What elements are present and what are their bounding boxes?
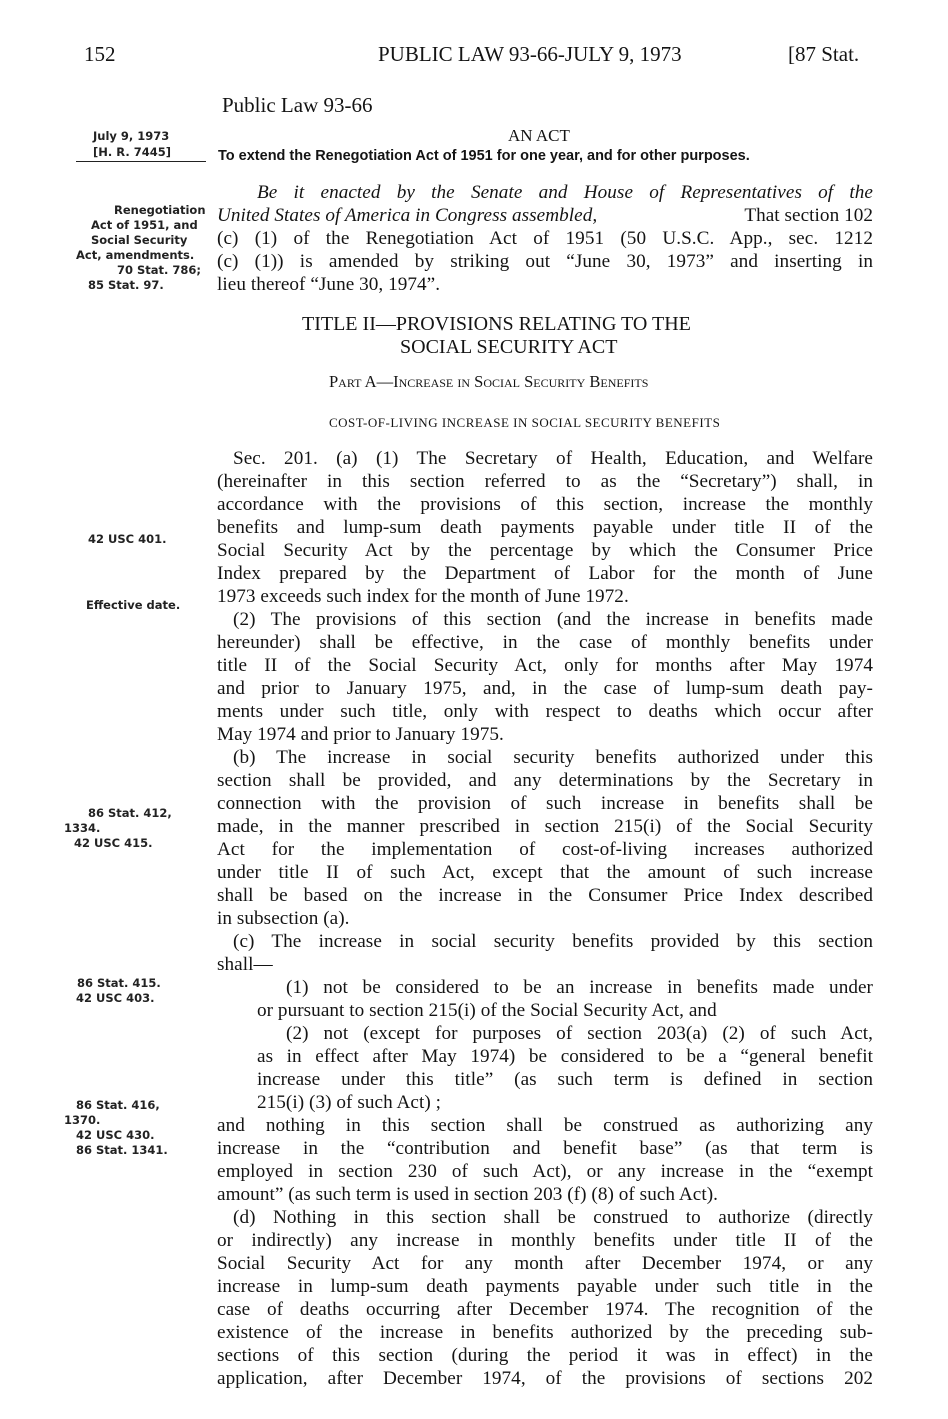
margin-rule bbox=[76, 161, 206, 162]
body-line: (b) The increase in social security benefits authorized under this bbox=[233, 747, 873, 768]
margin-cite-line: 1334. bbox=[64, 821, 101, 835]
part-heading: Part A—Increase in Social Security Benefits bbox=[329, 372, 649, 391]
body-line: and prior to January 1975, and, in the case of lump-sum death pay- bbox=[217, 678, 873, 699]
enacting-line: (c) (1)) is amended by striking out “June 30, 1973” and inserting in bbox=[217, 251, 873, 272]
margin-cite-line: 86 Stat. 416, bbox=[76, 1098, 160, 1112]
body-line: title II of the Social Security Act, only for months after May 1974 bbox=[217, 655, 873, 676]
body-line: made, in the manner prescribed in section 215(i) of the Social Security bbox=[217, 816, 873, 837]
body-line: amount” (as such term is used in section 203 (f) (8) of such Act). bbox=[217, 1184, 718, 1205]
margin-cite-line: 86 Stat. 412, bbox=[88, 806, 172, 820]
body-line: Social Security Act by the percentage by which the Consumer Price bbox=[217, 540, 873, 561]
body-line: (c) The increase in social security benefits provided by this section bbox=[233, 931, 873, 952]
section-heading: COST-OF-LIVING INCREASE IN SOCIAL SECURITY BENEFITS bbox=[329, 415, 721, 430]
body-line: shall— bbox=[217, 954, 273, 975]
body-line: ments under such title, only with respect to deaths which occur after bbox=[217, 701, 873, 722]
body-line: increase under this title” (as such term is defined in section bbox=[257, 1069, 873, 1090]
act-purpose: To extend the Renegotiation Act of 1951 for one year, and for other purposes. bbox=[218, 148, 750, 164]
body-line: employed in section 230 of such Act), or any increase in the “exempt bbox=[217, 1161, 873, 1182]
body-line: increase in lump-sum death payments payable under such title in the bbox=[217, 1276, 873, 1297]
body-line: (d) Nothing in this section shall be construed to authorize (directly bbox=[233, 1207, 873, 1228]
margin-cite-line: 86 Stat. 1341. bbox=[76, 1143, 168, 1157]
body-line: 1973 exceeds such index for the month of June 1972. bbox=[217, 586, 629, 607]
margin-cite-line: 1370. bbox=[64, 1113, 101, 1127]
margin-note-line: Act of 1951, and bbox=[91, 218, 198, 232]
enacting-text: That section 102 bbox=[744, 205, 873, 226]
public-law-number: Public Law 93-66 bbox=[222, 93, 373, 117]
volume-citation: [87 Stat. bbox=[788, 42, 860, 66]
enacting-line bbox=[217, 205, 873, 227]
body-line: under title II of such Act, except that the amount of such increase bbox=[217, 862, 873, 883]
body-line: as in effect after May 1974) be considered to be a “general benefit bbox=[257, 1046, 873, 1067]
body-line: sections of this section (during the period it was in effect) in the bbox=[217, 1345, 873, 1366]
body-line: (2) not (except for purposes of section 203(a) (2) of such Act, bbox=[286, 1023, 873, 1044]
body-line: Act for the implementation of cost-of-living increases authorized bbox=[217, 839, 873, 860]
page-number: 152 bbox=[84, 42, 116, 66]
body-line: accordance with the provisions of this section, increase the monthly bbox=[217, 494, 873, 515]
margin-note-line: 85 Stat. 97. bbox=[88, 278, 164, 292]
margin-note-line: Act, amendments. bbox=[76, 248, 195, 262]
margin-note-line: 70 Stat. 786; bbox=[117, 263, 202, 277]
body-line: shall be based on the increase in the Consumer Price Index described bbox=[217, 885, 873, 906]
margin-cite-line: 86 Stat. 415. bbox=[77, 976, 161, 990]
running-title: PUBLIC LAW 93-66-JULY 9, 1973 bbox=[378, 42, 682, 66]
margin-cite-line: 42 USC 415. bbox=[74, 836, 153, 850]
enacting-line: lieu thereof “June 30, 1974”. bbox=[217, 274, 441, 295]
margin-bill: [H. R. 7445] bbox=[93, 145, 171, 159]
margin-cite-line: 42 USC 430. bbox=[76, 1128, 155, 1142]
body-line: or indirectly) any increase in monthly benefits under title II of the bbox=[217, 1230, 873, 1251]
margin-effective-date: Effective date. bbox=[86, 598, 181, 612]
body-line: section shall be provided, and any determinations by the Secretary in bbox=[217, 770, 873, 791]
body-line: connection with the provision of such increase in benefits shall be bbox=[217, 793, 873, 814]
body-line: (1) not be considered to be an increase in benefits made under bbox=[286, 977, 873, 998]
body-line: benefits and lump-sum death payments payable under title II of the bbox=[217, 517, 873, 538]
body-line: hereunder) shall be effective, in the case of monthly benefits under bbox=[217, 632, 873, 653]
body-line: 215(i) (3) of such Act) ; bbox=[257, 1092, 442, 1113]
margin-note-line: Social Security bbox=[91, 233, 188, 247]
body-line: Index prepared by the Department of Labor for the month of June bbox=[217, 563, 873, 584]
body-line: Social Security Act for any month after December 1974, or any bbox=[217, 1253, 873, 1274]
margin-note-line: Renegotiation bbox=[114, 203, 206, 217]
title-heading-line-1: TITLE II—PROVISIONS RELATING TO THE bbox=[302, 313, 691, 335]
margin-usc-401: 42 USC 401. bbox=[88, 532, 167, 546]
margin-date: July 9, 1973 bbox=[93, 129, 170, 143]
body-line: or pursuant to section 215(i) of the Social Security Act, and bbox=[257, 1000, 717, 1021]
body-line: and nothing in this section shall be construed as authorizing any bbox=[217, 1115, 873, 1136]
body-line: in subsection (a). bbox=[217, 908, 350, 929]
margin-cite-line: 42 USC 403. bbox=[76, 991, 155, 1005]
body-line: application, after December 1974, of the provisions of sections 202 bbox=[217, 1368, 873, 1389]
body-line: case of deaths occurring after December 1974. The recognition of the bbox=[217, 1299, 873, 1320]
body-line: (2) The provisions of this section (and the increase in benefits made bbox=[233, 609, 873, 630]
body-line: (hereinafter in this section referred to as the “Secretary”) shall, in bbox=[217, 471, 873, 492]
title-heading-line-2: SOCIAL SECURITY ACT bbox=[400, 336, 618, 358]
body-line: existence of the increase in benefits authorized by the preceding sub- bbox=[217, 1322, 873, 1343]
enacting-line: (c) (1) of the Renegotiation Act of 1951 (50 U.S.C. App., sec. 1212 bbox=[217, 228, 873, 249]
act-heading: AN ACT bbox=[508, 126, 570, 145]
body-line: increase in the “contribution and benefit base” (as that term is bbox=[217, 1138, 873, 1159]
body-line: Sec. 201. (a) (1) The Secretary of Health, Education, and Welfare bbox=[233, 448, 873, 469]
enacting-line: Be it enacted by the Senate and House of Representatives of the bbox=[257, 182, 873, 203]
body-line: May 1974 and prior to January 1975. bbox=[217, 724, 504, 745]
enacting-italic: United States of America in Congress assembled, bbox=[217, 205, 598, 226]
